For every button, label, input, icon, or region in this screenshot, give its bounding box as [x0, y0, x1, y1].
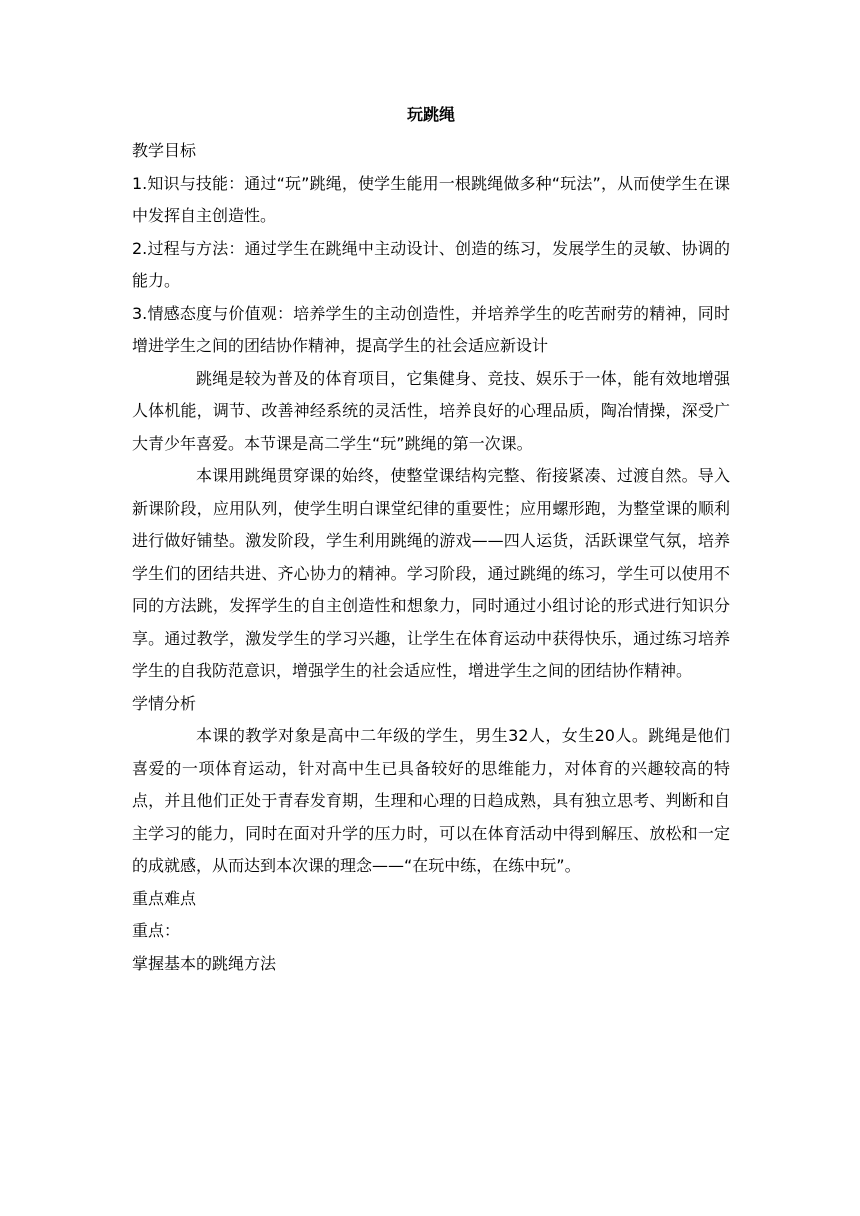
- objective-1: 1.知识与技能：通过“玩”跳绳，使学生能用一根跳绳做多种“玩法”，从而使学生在课中发挥自主创造性。: [132, 173, 730, 225]
- key-point-text: 掌握基本的跳绳方法: [132, 953, 277, 973]
- key-point-label: 重点：: [132, 921, 181, 940]
- document-page: [132, 105, 730, 980]
- objectives-heading: 教学目标: [132, 141, 197, 160]
- analysis-paragraph: 本课的教学对象是高中二年级的学生，男生32人，女生20人。跳绳是他们喜爱的一项体育运动，针对高中生已具备较好的思维能力，对体育的兴趣较高的特点，并且他们正处于青春发育期，生理和心理的日趋成熟，具有独立思考、判断和自主学习的能力，同时在面对升学的压力时，可以在体育活动中得到解压、放松和一定的成就感，从而达到本次课的理念——“在玩中练，在练中玩”。: [132, 726, 730, 875]
- intro-paragraph-1: 跳绳是较为普及的体育项目，它集健身、竞技、娱乐于一体，能有效地增强人体机能，调节、改善神经系统的灵活性，培养良好的心理品质，陶冶情操，深受广大青少年喜爱。本节课是高二学生“玩”跳绳的第一次课。: [132, 368, 730, 453]
- objective-2: 2.过程与方法：通过学生在跳绳中主动设计、创造的练习，发展学生的灵敏、协调的能力。: [132, 238, 730, 290]
- objective-3: 3.情感态度与价值观：培养学生的主动创造性，并培养学生的吃苦耐劳的精神，同时增进学生之间的团结协作精神，提高学生的社会适应新设计: [132, 303, 730, 355]
- analysis-heading: 学情分析: [132, 693, 197, 713]
- document-title: 玩跳绳: [406, 105, 455, 124]
- intro-paragraph-2: 本课用跳绳贯穿课的始终，使整堂课结构完整、衔接紧凑、过渡自然。导入新课阶段，应用队列，使学生明白课堂纪律的重要性；应用螺形跑，为整堂课的顺利进行做好铺垫。激发阶段，学生利用跳绳的游戏——四人运货，活跃课堂气氛，培养学生们的团结共进、齐心协力的精神。学习阶段，通过跳绳的练习，学生可以使用不同的方法跳，发挥学生的自主创造性和想象力，同时通过小组讨论的形式进行知识分享。通过教学，激发学生的学习兴趣，让学生在体育运动中获得快乐，通过练习培养学生的自我防范意识，增强学生的社会适应性，增进学生之间的团结协作精神。: [132, 466, 730, 680]
- key-points-heading: 重点难点: [132, 888, 197, 908]
